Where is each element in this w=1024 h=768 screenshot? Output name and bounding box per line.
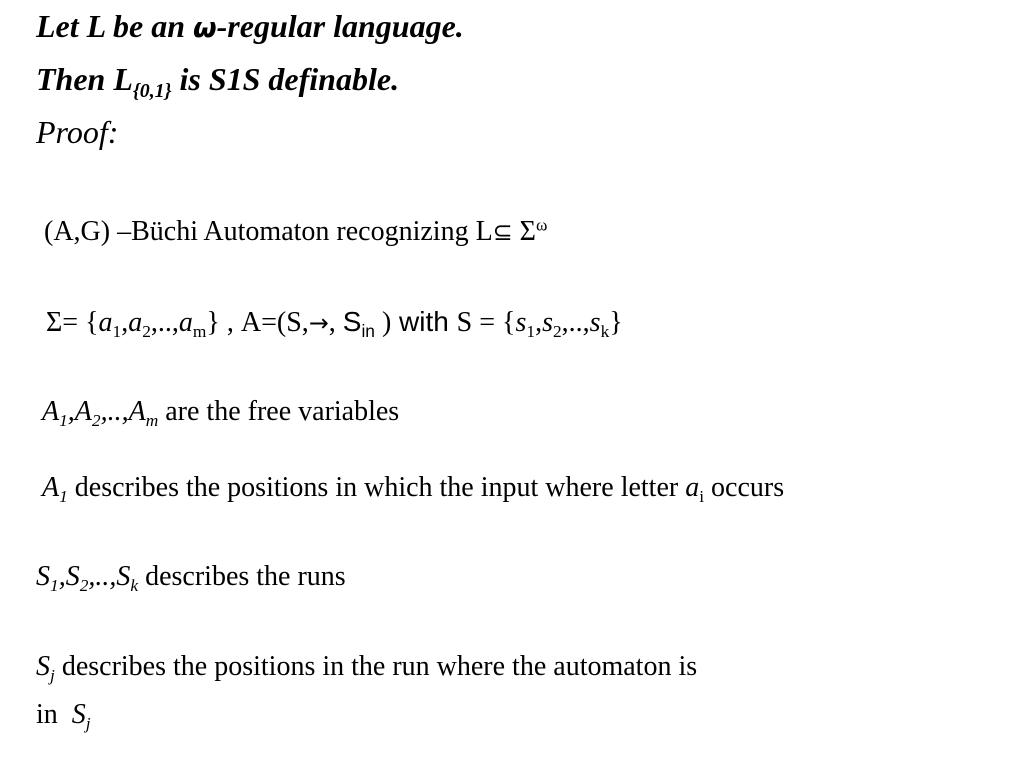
letter-s: s	[589, 307, 601, 338]
runs-line	[36, 561, 346, 596]
brace: {	[502, 307, 516, 338]
separator: ,	[67, 396, 75, 427]
subscript: 2	[91, 411, 101, 431]
separator: ,	[535, 307, 543, 338]
with-text: with	[391, 306, 457, 337]
free-vars-text: are the free variables	[158, 396, 400, 427]
letter-a: a	[98, 307, 113, 338]
s-in: S	[342, 306, 362, 337]
subscript: j	[85, 714, 91, 734]
proof-label: Proof:	[36, 114, 119, 150]
theorem-text: is S1S definable.	[171, 61, 400, 97]
theorem-text: -regular language.	[216, 8, 464, 44]
separator: ,..,	[561, 307, 590, 338]
subscript: {0,1}	[132, 79, 172, 102]
letter-s: s	[515, 307, 527, 338]
sigma-eq: Σ= {	[46, 307, 99, 338]
letter-a: a	[128, 307, 143, 338]
brace: }	[206, 307, 220, 338]
free-vars-line	[42, 396, 400, 431]
subscript: 2	[79, 576, 89, 596]
theorem-line-1	[36, 10, 464, 42]
separator: ,..,	[100, 396, 129, 427]
separator: ,..,	[150, 307, 179, 338]
a1-desc-line	[42, 472, 785, 507]
subscript: m	[145, 411, 159, 431]
subscript: i	[699, 487, 705, 507]
var-a: A	[42, 396, 60, 427]
runs-text: describes the runs	[138, 561, 346, 592]
var-s: S	[65, 561, 80, 592]
automaton-text: (A,G) –Büchi Automaton recognizing L	[44, 216, 493, 247]
omega-symbol: ω	[193, 13, 217, 44]
automaton-line	[44, 215, 548, 247]
subscript: in	[361, 321, 375, 342]
separator: ,	[121, 307, 129, 338]
var-a: A	[128, 396, 146, 427]
arrow-symbol: →	[308, 309, 329, 337]
superscript: ω	[535, 215, 548, 235]
automaton-def: , A=(S,	[219, 307, 309, 338]
sj-desc-line	[36, 651, 698, 686]
subscript: 1	[59, 411, 68, 431]
letter-a: a	[178, 307, 193, 338]
brace: }	[609, 307, 623, 338]
subscript: 2	[552, 322, 562, 342]
var-a: A	[42, 472, 60, 503]
var-s: S	[36, 651, 50, 682]
separator: ,	[328, 307, 343, 338]
sj-desc-text: describes the positions in the run where the automaton is	[54, 651, 698, 682]
paren: )	[374, 307, 392, 338]
subscript: 1	[59, 487, 68, 507]
sj-desc-line-2	[36, 699, 91, 734]
subscript: j	[50, 666, 55, 686]
sigma-symbol: Σ	[519, 216, 536, 247]
subscript: k	[130, 576, 139, 596]
var-s: S	[116, 561, 131, 592]
theorem-line-2	[36, 61, 400, 102]
a1-desc-tail: occurs	[704, 472, 785, 503]
separator: ,	[58, 561, 66, 592]
subscript: 2	[142, 322, 151, 342]
subscript: k	[600, 322, 610, 342]
separator: ,..,	[88, 561, 117, 592]
theorem-text: Then L	[36, 61, 133, 97]
letter-s: s	[542, 307, 553, 338]
subscript: m	[192, 322, 207, 342]
letter-a: a	[685, 472, 700, 503]
theorem-text: Let L be an	[36, 8, 193, 44]
var-s: S	[71, 699, 86, 730]
a1-desc-text: describes the positions in which the input where letter	[67, 472, 686, 503]
s-eq: S =	[456, 307, 503, 338]
in-text: in	[36, 699, 72, 730]
var-a: A	[74, 396, 92, 427]
alphabet-line	[46, 306, 623, 342]
subscript: 1	[50, 576, 59, 596]
subseteq-symbol: ⊆	[492, 218, 513, 246]
var-s: S	[36, 561, 50, 592]
subscript: 1	[112, 322, 122, 342]
subscript: 1	[526, 322, 536, 342]
